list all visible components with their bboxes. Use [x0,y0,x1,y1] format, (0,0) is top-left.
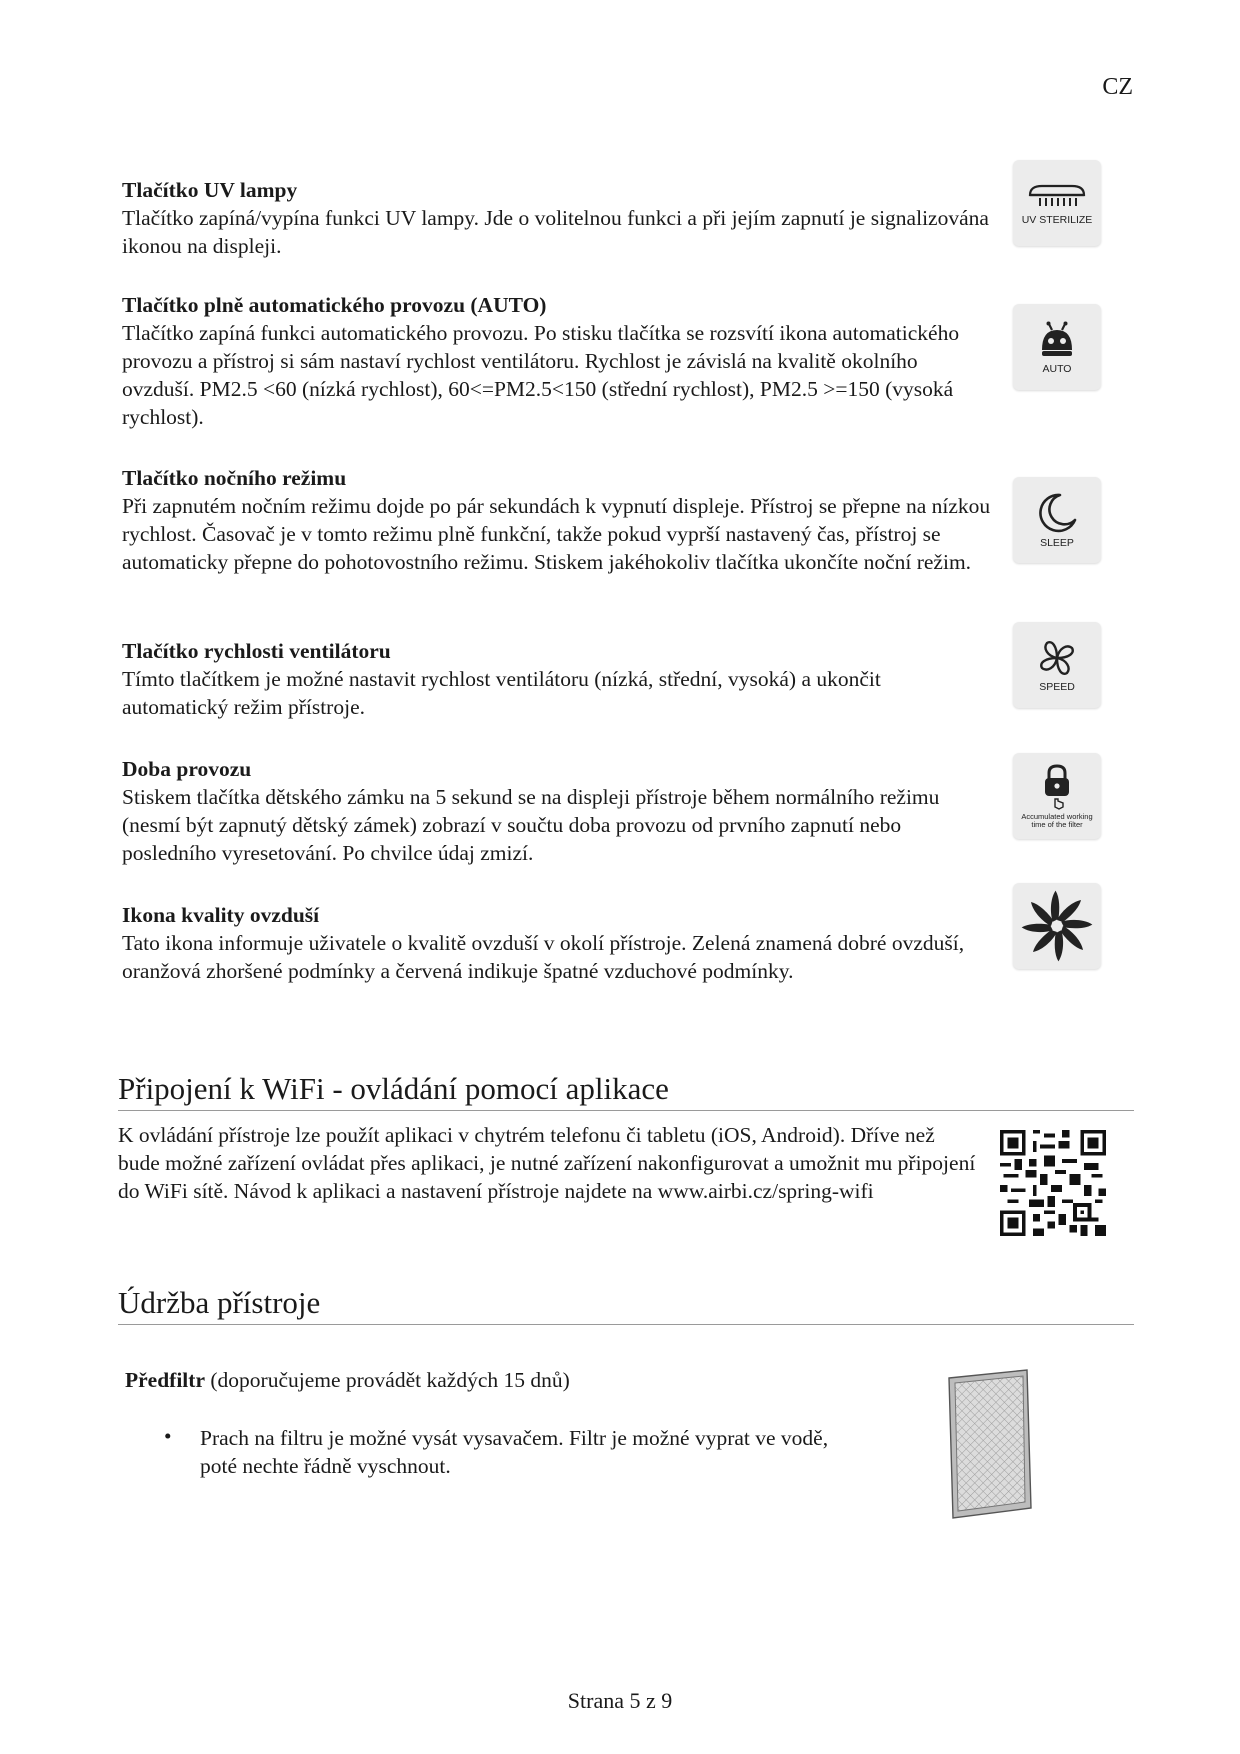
prefilter-bullet-text: Prach na filtru je možné vysát vysavačem. Filtr je možné vyprat ve vodě, poté nechte řádně vyschnout. [200,1426,829,1478]
air-quality-icon-image [1013,883,1101,969]
icon-caption: SPEED [1039,680,1075,693]
feature-text: Tato ikona informuje uživatele o kvalitě ovzduší v okolí přístroje. Zelená znamená dobré ovzduší, oranžová zhoršené podmínky a červená indikuje špatné vzduchové podmínky. [122,931,965,983]
feature-title: Ikona kvality ovzduší [122,903,320,927]
feature-air-quality [122,901,992,985]
uv-sterilize-button-image [1013,160,1101,246]
feature-title: Tlačítko UV lampy [122,178,298,202]
bullet-marker: • [164,1424,172,1448]
prefilter-note: (doporučujeme provádět každých 15 dnů) [205,1368,570,1392]
auto-robot-icon [1037,320,1077,360]
fan-speed-icon [1037,638,1077,678]
filter-image [945,1368,1035,1520]
feature-speed [122,637,992,721]
page-number: Strana 5 z 9 [567,1688,673,1713]
feature-title: Tlačítko nočního režimu [122,466,347,490]
feature-sleep [122,464,992,576]
feature-title: Tlačítko rychlosti ventilátoru [122,639,391,663]
wifi-section-text: K ovládání přístroje lze použít aplikaci v chytrém telefonu či tabletu (iOS, Android). Dříve než bude možné zařízení ovládat přes aplikaci, je nutné zařízení nakonfigurovat a umožnit mu připojení do WiFi sítě. Návod k aplikaci a nastavení přístroje najdete na www.airbi.cz/spring-wifi [118,1123,976,1203]
icon-caption: UV STERILIZE [1021,213,1093,226]
language-code: CZ [1102,74,1133,100]
feature-uv-lamp [122,176,992,260]
maintenance-section-heading: Údržba přístroje [118,1284,1134,1325]
prefilter-title: Předfiltr [125,1368,205,1392]
lock-touch-icon [1037,763,1077,811]
speed-button-image [1013,622,1101,708]
wifi-section-heading: Připojení k WiFi - ovládání pomocí aplikace [118,1070,1134,1111]
feature-text: Tlačítko zapíná/vypína funkci UV lampy. Jde o volitelnou funkci a při jejím zapnutí je signalizována ikonou na displeji. [122,206,989,258]
sleep-button-image [1013,477,1101,563]
moon-icon [1036,492,1078,534]
icon-caption: Accumulated working time of the filter [1021,812,1093,829]
uv-lamp-icon [1022,181,1092,211]
feature-text: Tlačítko zapíná funkci automatického provozu. Po stisku tlačítka se rozsvítí ikona automatického provozu a přístroj si sám nastaví rychlost ventilátoru. Rychlost je závislá na kvalitě okolního ovzduší. PM2.5 <60 (nízká rychlost), 60<=PM2.5<150 (střední rychlost), PM2.5 >=150 (vysoká rychlost). [122,321,960,429]
feature-title: Doba provozu [122,757,252,781]
feature-operating-time [122,755,992,867]
prefilter-line [125,1366,995,1394]
feature-text: Při zapnutém nočním režimu dojde po pár sekundách k vypnutí displeje. Přístroj se přepne na nízkou rychlost. Časovač je v tomto režimu plně funkční, takže pokud vyprší nastavený čas, přístroj se automaticky přepne do pohotovostního režimu. Stiskem jakéhokoliv tlačítka ukončíte noční režim. [122,494,991,574]
icon-caption: AUTO [1042,362,1072,375]
feature-auto [122,291,992,431]
feature-text: Stiskem tlačítka dětského zámku na 5 sekund se na displeji přístroje během normálního režimu (nesmí být zapnutý dětský zámek) zobrazí v součtu doba provozu od prvního zapnutí nebo posledního vyresetování. Po chvilce údaj zmizí. [122,785,940,865]
feature-title: Tlačítko plně automatického provozu (AUTO) [122,293,547,317]
air-quality-fan-icon [1021,890,1093,962]
filter-time-button-image [1013,753,1101,839]
qr-code [1000,1130,1106,1236]
auto-button-image [1013,304,1101,390]
icon-caption: SLEEP [1040,536,1074,549]
feature-text: Tímto tlačítkem je možné nastavit rychlost ventilátoru (nízká, střední, vysoká) a ukončit automatický režim přístroje. [122,667,881,719]
